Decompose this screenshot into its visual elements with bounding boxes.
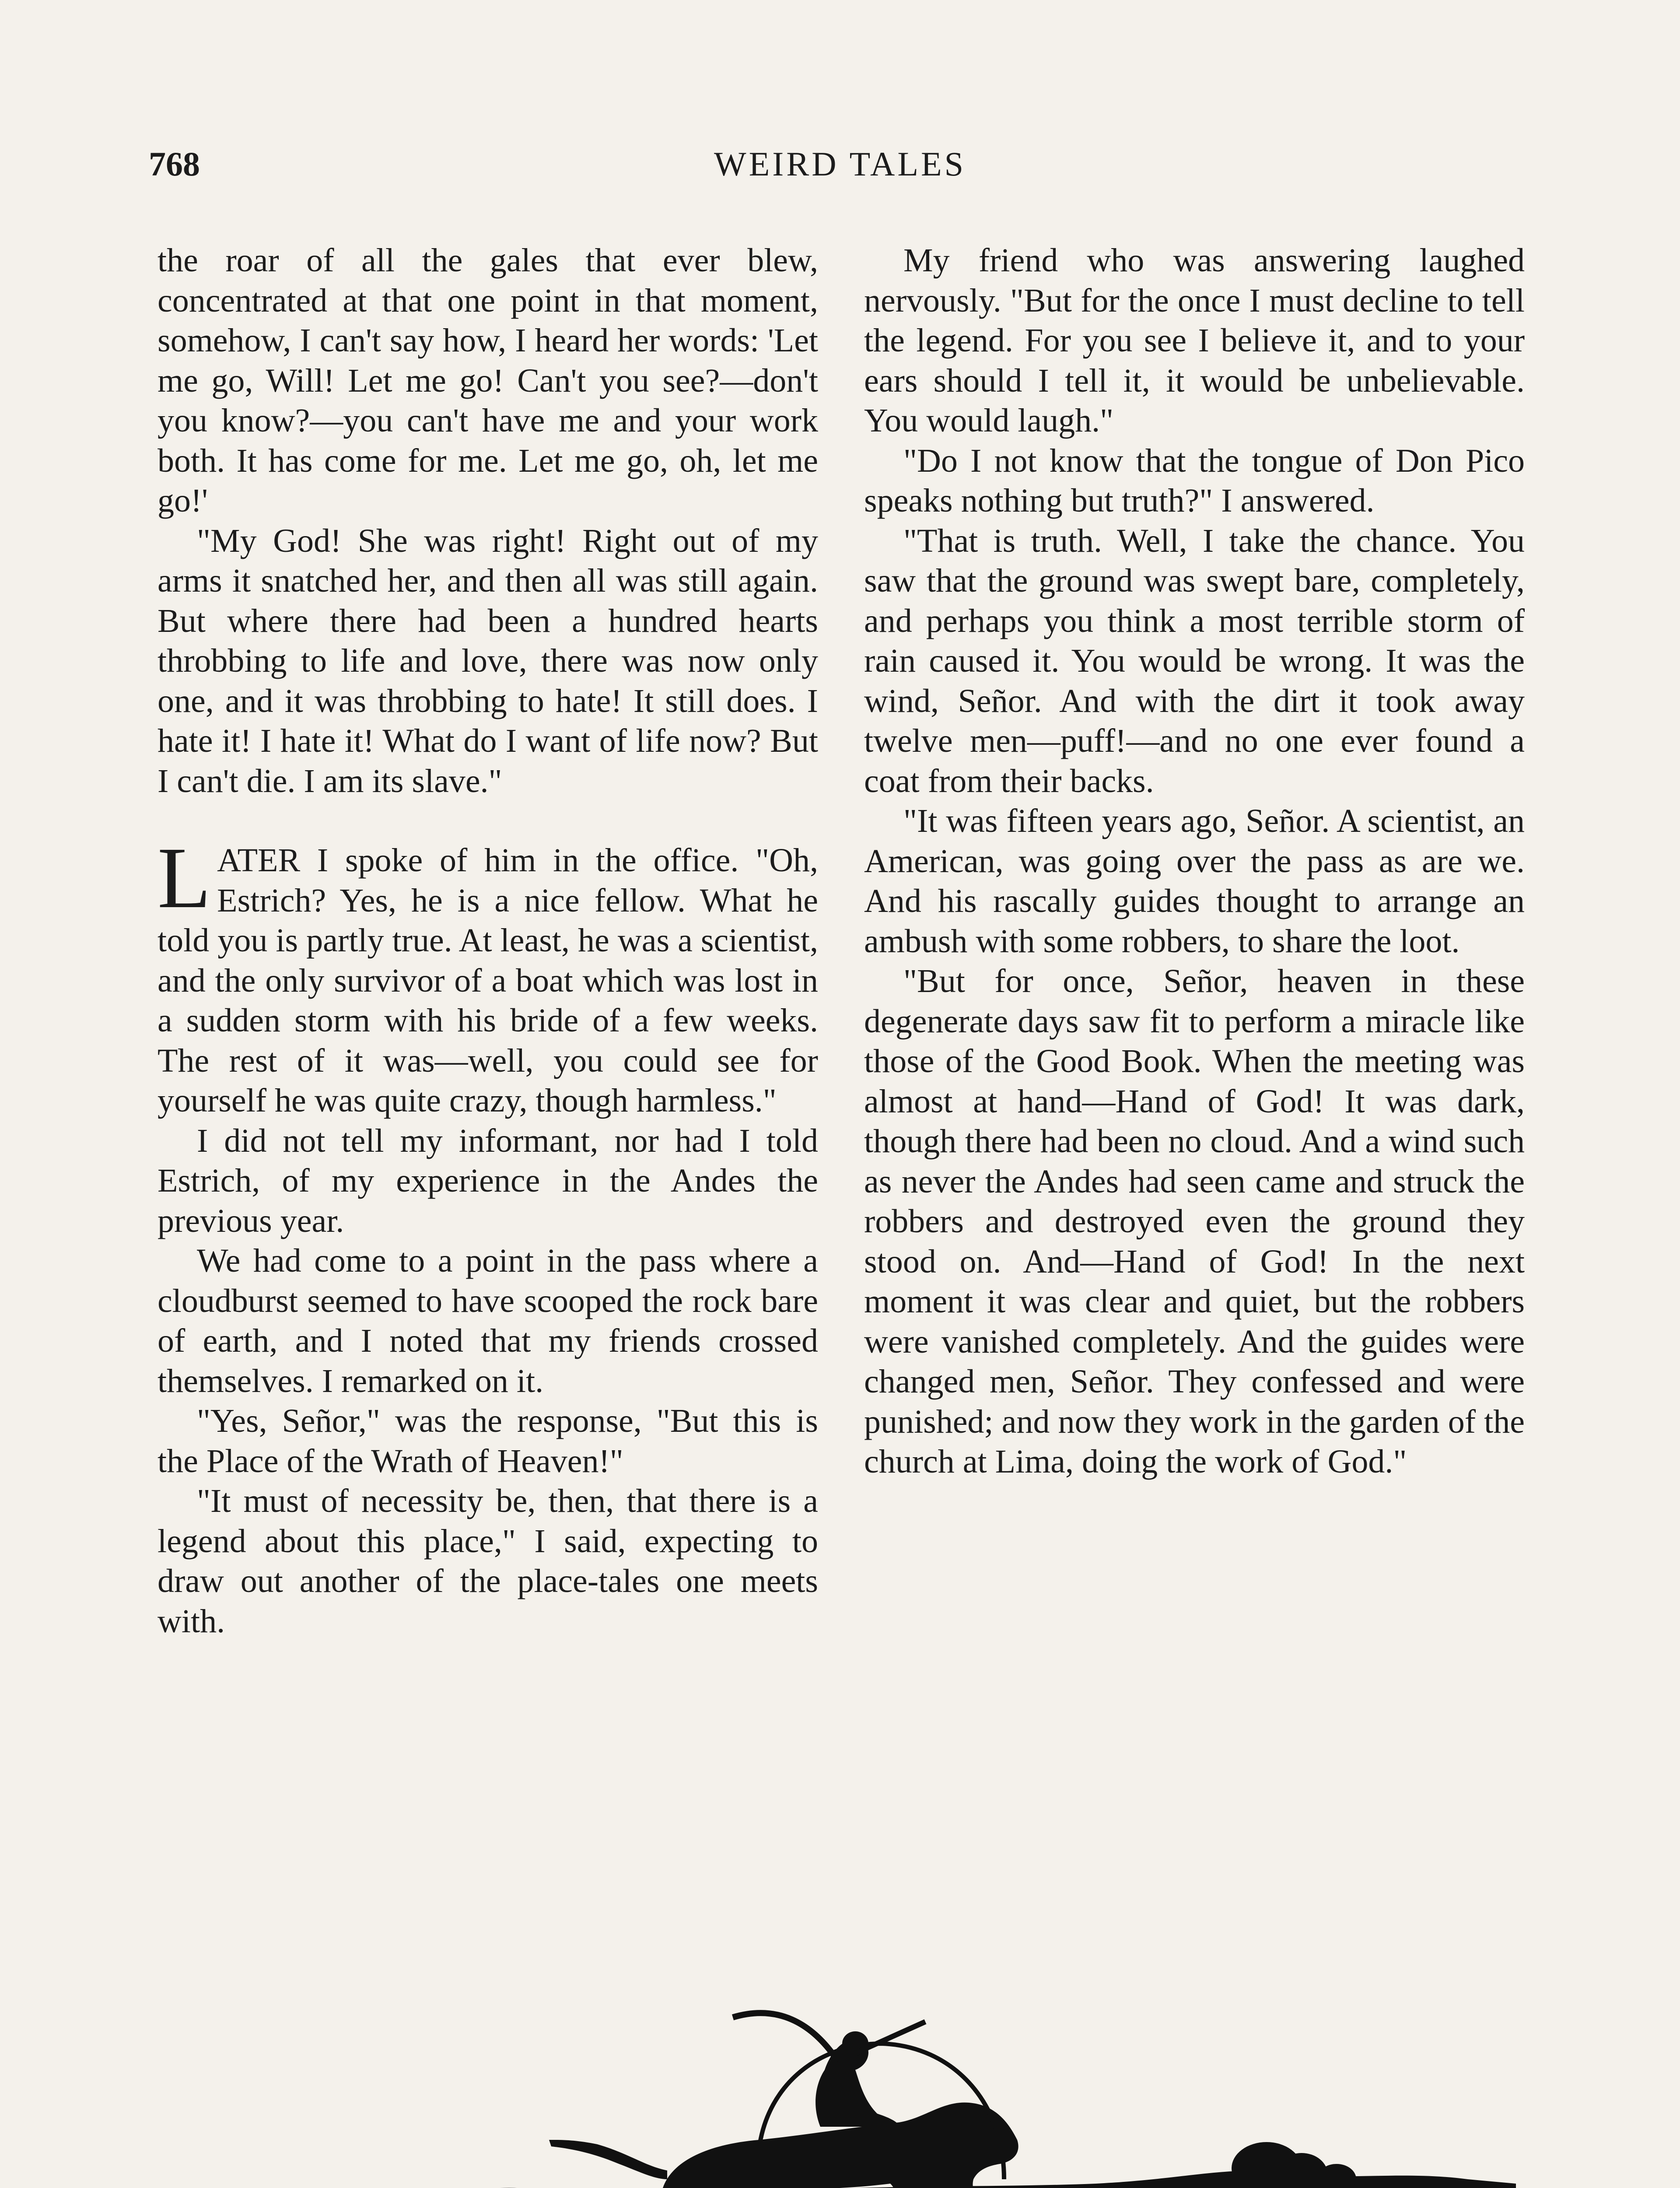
paragraph: I did not tell my informant, nor had I told Estrich, of my experience in the Andes the previous year. <box>158 1122 818 1239</box>
running-head: WEIRD TALES <box>714 145 966 183</box>
paragraph: "But for once, Señor, heaven in these degenerate days saw fit to perform a miracle like those of the Good Book. When the meeting was almost at hand—Hand of God! It was dark, though there had been no cloud. And a wind such as never the Andes had seen came and struck the robbers and destroyed even the ground they stood on. And—Hand of God! In the next moment it was clear and quiet, but the robbers were vanished completely. And the guides were changed men, Señor. They confessed and were punished; and now they work in the garden of the church at Lima, doing the work of God." <box>864 963 1525 1480</box>
section-opening-paragraph <box>158 830 818 1121</box>
paragraph: We had come to a point in the pass where a cloudburst seemed to have scooped the rock bare of earth, and I noted that my friends crossed themselves. I remarked on it. <box>158 1242 818 1399</box>
right-column <box>864 241 1525 1482</box>
paragraph: "It must of necessity be, then, that there is a legend about this place," I said, expecting to draw out another of the place-tales one meets with. <box>158 1483 818 1640</box>
paragraph: "My God! She was right! Right out of my arms it snatched her, and then all was still again. But where there had been a hundred hearts throbbing to life and love, there was now only one, and it was throbbing to hate! It still does. I hate it! I hate it! What do I want of life now? But I can't die. I am its slave." <box>158 522 818 799</box>
paragraph-text: I spoke of him in the office. "Oh, Estrich? Yes, he is a nice fellow. What he told you is partly true. At least, he was a scientist, and the only survivor of a boat which was lost in a sudden storm with his bride of a few weeks. The rest of it was—well, you could see for yourself he was quite crazy, though harmless." <box>158 842 818 1119</box>
paragraph: "Yes, Señor," was the response, "But this is the Place of the Wrath of Heaven!" <box>158 1403 818 1480</box>
page-number: 768 <box>149 145 200 183</box>
paragraph: "It was fifteen years ago, Señor. A scientist, an American, was going over the pass as are we. And his rascally guides thought to arrange an ambush with some robbers, to share the loot. <box>864 803 1525 960</box>
rider-silhouette-illustration <box>155 1995 1516 2188</box>
drop-cap-rest: ATER <box>217 842 301 879</box>
paragraph: My friend who was answering laughed nervously. "But for the once I must decline to tell the legend. For you see I believe it, and to your ears should I tell it, it would be unbelievable. You would laugh." <box>864 242 1525 439</box>
paragraph: the roar of all the gales that ever blew, concentrated at that one point in that moment, somehow, I can't say how, I heard her words: 'Let me go, Will! Let me go! Can't you see?—don't you know?—you can't have me and your work both. It has come for me. Let me go, oh, let me go!' <box>158 242 818 519</box>
paragraph: "Do I not know that the tongue of Don Pico speaks nothing but truth?" I answered. <box>864 442 1525 519</box>
drop-cap: L <box>158 830 211 926</box>
paragraph: "That is truth. Well, I take the chance. You saw that the ground was swept bare, completely, and perhaps you think a most terrible storm of rain caused it. You would be wrong. It was the wind, Señor. And with the dirt it took away twelve men—puff!—and no one ever found a coat from their backs. <box>864 522 1525 799</box>
left-column <box>158 241 818 1641</box>
